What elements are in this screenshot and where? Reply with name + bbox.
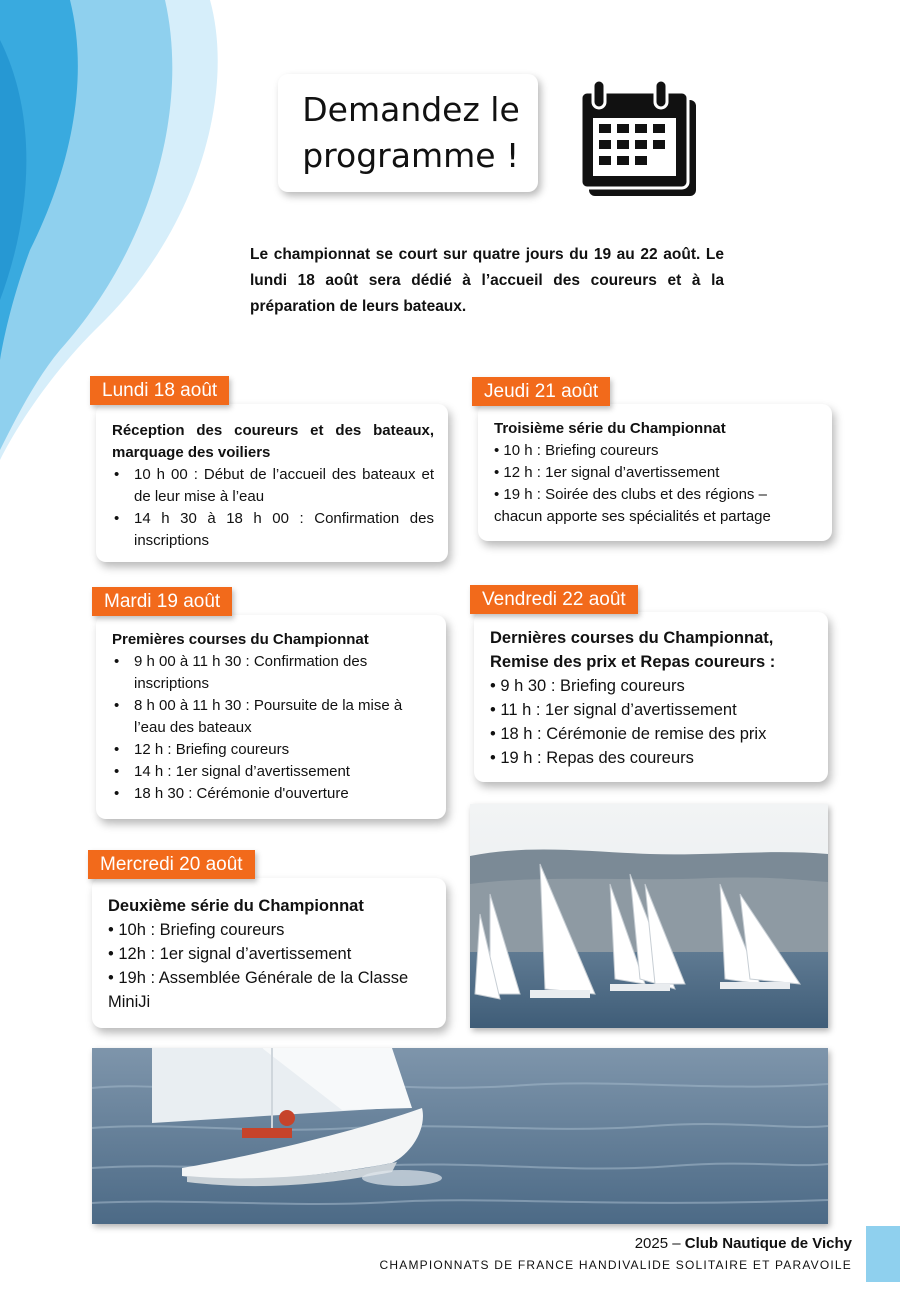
- list-item: • 9 h 00 à 11 h 30 : Confirmation des inscriptions: [112, 651, 432, 695]
- list-item: • 14 h : 1er signal d’avertissement: [112, 761, 432, 783]
- card-mercredi-title: Deuxième série du Championnat: [108, 897, 364, 915]
- card-jeudi: [478, 404, 832, 541]
- card-vendredi-title-1: Dernières courses du Championnat,: [490, 629, 774, 647]
- tag-lundi: Lundi 18 août: [90, 376, 229, 405]
- footer-subtitle: CHAMPIONNATS DE FRANCE HANDIVALIDE SOLITAIRE ET PARAVOILE: [379, 1258, 852, 1272]
- list-item: • 14 h 30 à 18 h 00 : Confirmation des inscriptions: [112, 508, 434, 552]
- footer-club-name: Club Nautique de Vichy: [684, 1235, 852, 1252]
- sailboat-photo: [92, 1048, 828, 1224]
- footer-club: [635, 1235, 852, 1252]
- title-line-1: Demandez le: [302, 90, 520, 129]
- list-item: • 10 h 00 : Début de l’accueil des bateaux et de leur mise à l’eau: [112, 464, 434, 508]
- calendar-icon: [575, 74, 700, 199]
- tag-mercredi: Mercredi 20 août: [88, 850, 255, 879]
- corner-accent-bar: [866, 1226, 900, 1282]
- list-item: • 12 h : 1er signal d’avertissement: [494, 464, 720, 481]
- card-vendredi: [474, 612, 828, 782]
- list-item: • 9 h 30 : Briefing coureurs: [490, 677, 685, 695]
- list-item: • 19 h : Repas des coureurs: [490, 749, 694, 767]
- list-item: • 11 h : 1er signal d’avertissement: [490, 701, 737, 719]
- card-mardi-title: Premières courses du Championnat: [112, 631, 369, 648]
- page-title: [278, 74, 538, 192]
- intro-paragraph: Le championnat se court sur quatre jours du 19 au 22 août. Le lundi 18 août sera dédié à l’accueil des coureurs et à la préparation de leurs bateaux.: [250, 246, 724, 315]
- card-vendredi-title-2: Remise des prix et Repas coureurs :: [490, 653, 776, 671]
- list-item: • 8 h 00 à 11 h 30 : Poursuite de la mise à l’eau des bateaux: [112, 695, 432, 739]
- list-item: • 19 h : Soirée des clubs et des régions – chacun apporte ses spécialités et partage: [494, 486, 771, 525]
- list-item: • 10 h : Briefing coureurs: [494, 442, 659, 459]
- tag-mardi: Mardi 19 août: [92, 587, 232, 616]
- list-item: • 12 h : Briefing coureurs: [112, 739, 432, 761]
- list-item: • 18 h : Cérémonie de remise des prix: [490, 725, 767, 743]
- footer-dash: –: [668, 1235, 685, 1252]
- list-item: • 12h : 1er signal d’avertissement: [108, 945, 352, 963]
- card-mardi: [96, 615, 446, 819]
- tag-vendredi: Vendredi 22 août: [470, 585, 638, 614]
- card-mercredi: [92, 878, 446, 1028]
- list-item: • 10h : Briefing coureurs: [108, 921, 285, 939]
- card-lundi: [96, 404, 448, 562]
- card-jeudi-title: Troisième série du Championnat: [494, 420, 726, 437]
- regatta-photo: [470, 804, 828, 1028]
- card-lundi-title: Réception des coureurs et des bateaux, marquage des voiliers: [112, 422, 434, 461]
- tag-jeudi: Jeudi 21 août: [472, 377, 610, 406]
- list-item: • 18 h 30 : Cérémonie d'ouverture: [112, 783, 432, 805]
- footer-year: 2025: [634, 1235, 669, 1252]
- title-line-2: programme !: [302, 136, 520, 175]
- list-item: • 19h : Assemblée Générale de la Classe MiniJi: [108, 969, 409, 1011]
